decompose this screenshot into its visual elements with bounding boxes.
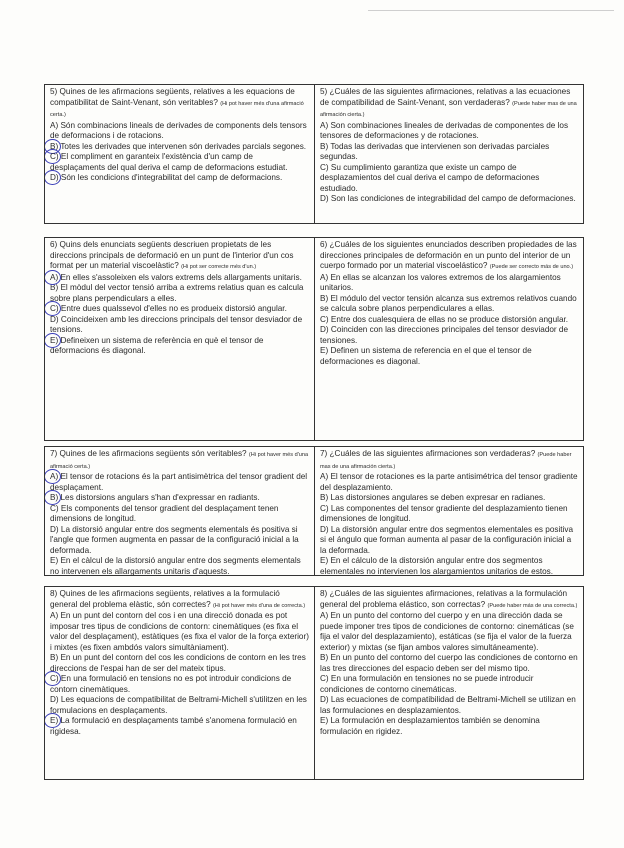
question-stem: 8) ¿Cuáles de las siguientes afirmaciones, relativas a la formulación general del problema elástico, son correctas? (Puede haber más de una correcta.): [320, 589, 578, 609]
option-a: A) El tensor de rotaciones es la parte antisimétrica del tensor gradiente del desplazamiento.: [320, 472, 578, 492]
question-5-catalan: [45, 85, 314, 223]
option-d: D) Coincideixen amb les direccions principals del tensor desviador de tensions.: [50, 314, 303, 334]
option-a: A) En ellas se alcanzan los valores extremos de los alargamientos unitarios.: [320, 272, 561, 292]
option-c: C) Las componentes del tensor gradiente del desplazamiento tienen dimensiones de longitud.: [320, 503, 568, 523]
question-stem: 6) ¿Cuáles de los siguientes enunciados describen propiedades de las direcciones principales de deformación en un punto del interior de un cuerpo formado por un material viscoelástico? (Puede ser correcto más de uno.): [320, 240, 577, 270]
question-6-catalan: [45, 238, 314, 440]
question-stem: 5) ¿Cuáles de las siguientes afirmaciones, relativas a las ecuaciones de compatibilidad de Saint-Venant, son verdaderas? (Puede haber mas de una afirmación cierta.): [320, 87, 577, 118]
option-a: A) El tensor de rotacions és la part antisimètrica del tensor gradient del desplaçament.: [50, 472, 309, 493]
option-d: D) La distorsión angular entre dos segmentos elementales es positiva si el ángulo que forman aumenta al pasar de la configuración inicial a la deformada.: [320, 524, 574, 555]
question-8-spanish: [314, 587, 583, 779]
option-a: A) Son combinaciones lineales de derivadas de componentes de los tensores de deformaciones y de rotaciones.: [320, 120, 569, 140]
option-d: D) Les equacions de compatibilitat de Beltrami-Michell s'utilitzen en les formulacions en desplaçaments.: [50, 695, 307, 715]
option-e: E) La formulació en desplaçaments també s'anomena formulació en rigidesa.: [50, 716, 309, 737]
option-c: C) En una formulación en tensiones no se puede introducir condiciones de contorno cinemáticas.: [320, 674, 534, 694]
question-5-table: [44, 84, 584, 224]
option-a: A) En un punt del contorn del cos i en una direcció donada es pot imposar tres tipus de condicions de contorn: cinemàtiques (es fixa el valor del desplaçament), estàtiques (es fixa el valor de la força exterior) i mixtes (es fixen ambdós valors simultàniament).: [50, 611, 309, 652]
question-5-spanish: [314, 85, 583, 223]
option-d: D) La distorsió angular entre dos segments elementals és positiva si l'angle que formen augmenta en passar de la configuració inicial a la deformada.: [50, 524, 299, 555]
option-e: E) La formulación en desplazamientos también se denomina formulación en rigidez.: [320, 716, 540, 736]
option-e: E) Defineixen un sistema de referència en què el tensor de deformacions és diagonal.: [50, 336, 309, 357]
question-8-table: [44, 586, 584, 780]
option-b: B) Todas las derivadas que intervienen son derivadas parciales segundas.: [320, 141, 550, 161]
option-a: A) En elles s'assoleixen els valors extrems dels allargaments unitaris.: [50, 273, 309, 284]
question-6-table: [44, 237, 584, 441]
option-d: D) Coinciden con las direcciones principales del tensor desviador de tensiones.: [320, 325, 569, 345]
option-a: A) Són combinacions lineals de derivades de components dels tensors de deformacions i de rotacions.: [50, 120, 307, 140]
question-stem: 8) Quines de les afirmacions següents, relatives a la formulació general del problema elàstic, són correctes? (Hi pot haver més d'una de correcta.): [50, 589, 306, 609]
option-a: A) En un punto del contorno del cuerpo y en una dirección dada se puede imponer tres tipos de condiciones de contorno: cinemáticas (se fija el valor del desplazamiento), estáticas (se fija el valor de la fuerza exterior) y mixtas (se fijan ambos valores simultáneamente).: [320, 611, 574, 652]
question-7-table: [44, 446, 584, 576]
option-c: C) El compliment en garanteix l'existència d'un camp de desplaçaments del qual deriva el camp de deformacions estudiat.: [50, 152, 309, 173]
option-c: C) Su cumplimiento garantiza que existe un campo de desplazamientos del cual deriva el campo de deformaciones estudiado.: [320, 162, 540, 193]
question-8-catalan: [45, 587, 314, 779]
option-b: B) Totes les derivades que intervenen són derivades parcials segones.: [50, 142, 309, 153]
option-b: B) Les distorsions angulars s'han d'expressar en radiants.: [50, 493, 309, 504]
option-b: B) Las distorsiones angulares se deben expresar en radianes.: [320, 493, 546, 502]
question-7-spanish: [314, 447, 583, 575]
option-e: E) En el cálculo de la distorsión angular entre dos segmentos elementales no intervienen los alargamientos unitarios de estos.: [320, 556, 554, 575]
question-stem: 7) Quines de les afirmacions següents són veritables? (Hi pot haver més d'una afirmació certa.): [50, 449, 309, 470]
option-c: C) Els components del tensor gradient del desplaçament tenen dimensions de longitud.: [50, 503, 279, 523]
option-b: B) En un punt del contorn del cos les condicions de contorn en les tres direccions de l'espai han de ser del mateix tipus.: [50, 653, 306, 673]
top-rule: [368, 10, 614, 11]
option-d: D) Són les condicions d'integrabilitat del camp de deformacions.: [50, 173, 309, 184]
question-stem: 6) Quins dels enunciats següents descriuen propietats de les direccions principals de deformació en un punt de l'interior d'un cos format per un material viscoelàstic? (Hi pot ser correcte més d'un.): [50, 240, 294, 270]
option-c: C) Entre dues qualssevol d'elles no es produeix distorsió angular.: [50, 304, 309, 315]
option-e: E) Definen un sistema de referencia en el que el tensor de deformaciones es diagonal.: [320, 346, 532, 366]
option-d: D) Son las condiciones de integrabilidad del campo de deformaciones.: [320, 194, 576, 203]
option-c: C) En una formulació en tensions no es pot introduir condicions de contorn cinemàtiques.: [50, 674, 309, 695]
question-stem: 7) ¿Cuáles de las siguientes afirmaciones son verdaderas? (Puede haber mas de una afirmación cierta.): [320, 449, 572, 470]
option-b: B) El mòdul del vector tensió arriba a extrems relatius quan es calcula sobre plans perpendiculars a elles.: [50, 283, 304, 303]
question-7-catalan: [45, 447, 314, 575]
option-c: C) Entre dos cualesquiera de ellas no se produce distorsión angular.: [320, 314, 569, 324]
option-b: B) El módulo del vector tensión alcanza sus extremos relativos cuando se calcula sobre planos perpendiculares a ellas.: [320, 293, 577, 313]
question-6-spanish: [314, 238, 583, 440]
question-stem: 5) Quines de les afirmacions següents, relatives a les equacions de compatibilitat de Saint-Venant, són veritables? (Hi pot haver més d'una afirmació certa.): [50, 87, 304, 118]
option-e: E) En el càlcul de la distorsió angular entre dos segments elementals no intervenen els allargaments unitaris d'aquests.: [50, 556, 301, 575]
option-d: D) Las ecuaciones de compatibilidad de Beltrami-Michell se utilizan en las formulaciones en desplazamientos.: [320, 695, 576, 715]
option-b: B) En un punto del contorno del cuerpo las condiciones de contorno en las tres direcciones del espacio deben ser del mismo tipo.: [320, 653, 578, 673]
